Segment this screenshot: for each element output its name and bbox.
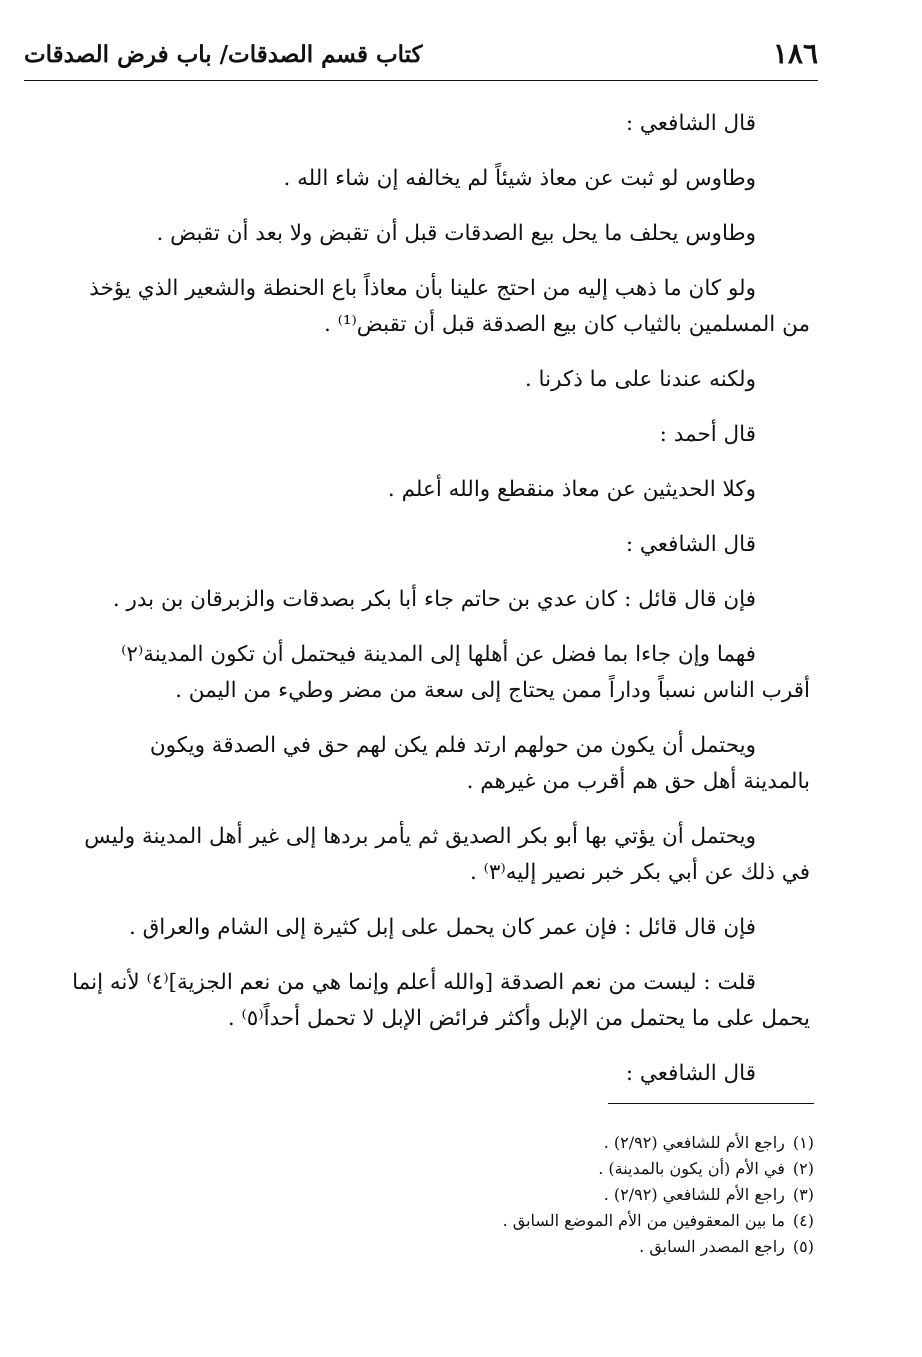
footnote	[214, 1234, 814, 1260]
text-line: ويحتمل أن يؤتي بها أبو بكر الصديق ثم يأمر بردها إلى غير أهل المدينة وليس	[84, 824, 756, 849]
text-line: قلت : ليست من نعم الصدقة [والله أعلم وإنما هي من نعم الجزية]⁽٤⁾ لأنه إنما	[72, 970, 756, 995]
text-line: وكلا الحديثين عن معاذ منقطع والله أعلم .	[387, 477, 756, 502]
speaker-heading: قال الشافعي :	[625, 1061, 756, 1086]
footnote-number: (١)	[792, 1133, 814, 1152]
text-line: وطاوس يحلف ما يحل بيع الصدقات قبل أن تقبض ولا بعد أن تقبض .	[156, 221, 756, 246]
text-line: وطاوس لو ثبت عن معاذ شيئاً لم يخالفه إن شاء الله .	[283, 166, 756, 191]
text-line: يحمل على ما يحتمل من الإبل وأكثر فرائض الإبل لا تحمل أحداً⁽٥⁾ .	[227, 1006, 810, 1031]
footnote-text: ما بين المعقوفين من الأم الموضع السابق .	[502, 1211, 785, 1230]
running-title: كتاب قسم الصدقات/ باب فرض الصدقات	[24, 40, 423, 68]
footnote-rule	[608, 1103, 814, 1104]
text-line: فإن قال قائل : كان عدي بن حاتم جاء أبا بكر بصدقات والزبرقان بن بدر .	[112, 587, 756, 612]
text-line: أقرب الناس نسباً وداراً ممن يحتاج إلى سعة من مضر وطيء من اليمن .	[175, 678, 810, 703]
text-line: ولكنه عندنا على ما ذكرنا .	[524, 367, 756, 392]
footnote	[214, 1156, 814, 1182]
speaker-heading: قال الشافعي :	[625, 532, 756, 557]
paragraph	[38, 637, 810, 709]
paragraph	[38, 965, 810, 1037]
text-line: ولو كان ما ذهب إليه من احتج علينا بأن معاذاً باع الحنطة والشعير الذي يؤخذ	[89, 276, 756, 301]
footnote-text: راجع المصدر السابق .	[639, 1237, 785, 1256]
header-rule	[24, 80, 818, 81]
text-line: فهما وإن جاءا بما فضل عن أهلها إلى المدينة فيحتمل أن تكون المدينة⁽٢⁾	[121, 642, 756, 667]
paragraph	[38, 472, 810, 508]
paragraph	[38, 161, 810, 197]
paragraph	[38, 271, 810, 343]
main-text	[38, 106, 810, 1092]
footnote-number: (٤)	[792, 1211, 814, 1230]
text-line: فإن قال قائل : فإن عمر كان يحمل على إبل كثيرة إلى الشام والعراق .	[128, 915, 756, 940]
text-line: من المسلمين بالثياب كان بيع الصدقة قبل أن تقبض⁽¹⁾ .	[323, 312, 810, 337]
paragraph	[38, 910, 810, 946]
paragraph	[38, 728, 810, 800]
text-line: ويحتمل أن يكون من حولهم ارتد فلم يكن لهم حق في الصدقة ويكون	[149, 733, 756, 758]
footnote-number: (٣)	[792, 1185, 814, 1204]
footnote-number: (٥)	[792, 1237, 814, 1256]
paragraph	[38, 216, 810, 252]
footnote	[214, 1130, 814, 1156]
footnotes	[214, 1130, 814, 1260]
footnote-number: (٢)	[792, 1159, 814, 1178]
speaker-heading: قال الشافعي :	[625, 111, 756, 136]
footnote	[214, 1208, 814, 1234]
footnote-text: راجع الأم للشافعي (٢/٩٢) .	[603, 1185, 785, 1204]
paragraph	[38, 582, 810, 618]
paragraph	[38, 362, 810, 398]
page-header	[24, 34, 818, 74]
text-line: بالمدينة أهل حق هم أقرب من غيرهم .	[466, 769, 810, 794]
footnote-text: في الأم (أن يكون بالمدينة) .	[598, 1159, 785, 1178]
footnote	[214, 1182, 814, 1208]
text-line: في ذلك عن أبي بكر خبر نصير إليه⁽٣⁾ .	[469, 860, 810, 885]
footnote-text: راجع الأم للشافعي (٢/٩٢) .	[603, 1133, 785, 1152]
page-number: ١٨٦	[772, 37, 818, 70]
speaker-heading: قال أحمد :	[659, 422, 756, 447]
paragraph	[38, 819, 810, 891]
